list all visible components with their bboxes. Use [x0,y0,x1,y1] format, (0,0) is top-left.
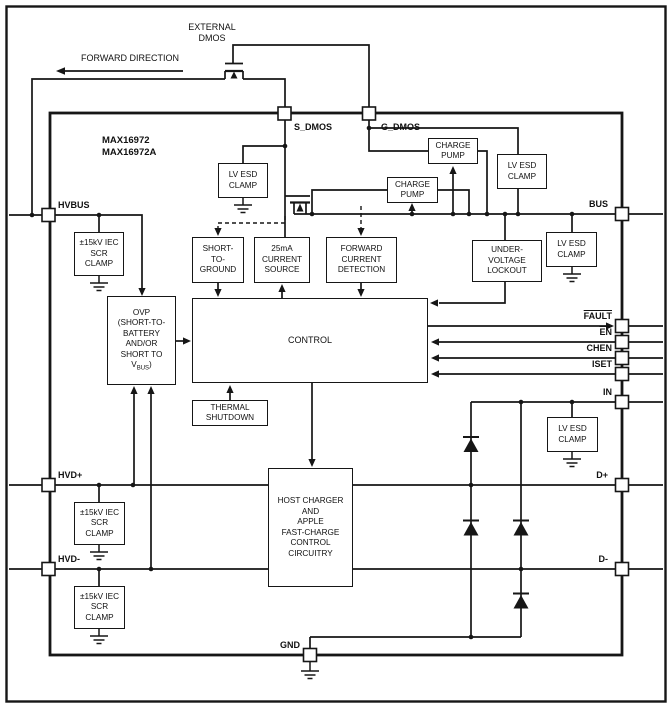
ovp-text: OVP (SHORT-TO- BATTERY AND/OR SHORT TO $V_{BUS}$) [117,307,166,372]
pin-label-gnd: GND [280,640,300,650]
arrow-iset-in [431,370,439,377]
arrow-dplus-to-ovp [130,386,137,394]
pin-label-chen: CHEN [586,343,612,353]
pin-label-hvd-plus: HVD+ [58,470,83,480]
arrow-control-to-host [308,459,315,467]
block-lv-esd-clamp-gdmos: LV ESD CLAMP [497,154,547,189]
block-short-to-ground: SHORT- TO- GROUND [192,237,244,283]
forward-direction-label: FORWARD DIRECTION [81,53,179,63]
pin-label-s-dmos: S_DMOS [294,122,333,132]
pin-square-hvd-plus [42,479,55,492]
pin-square-s-dmos [278,107,291,120]
esd-diodes [463,437,529,609]
pin-label-fault: FAULT [583,311,612,321]
pin-square-hvbus [42,209,55,222]
ground-symbol [563,452,581,467]
arrow-chen-in [431,354,439,361]
pin-label-hvbus: HVBUS [58,200,90,210]
block-scr-clamp-hvbus: ±15kV IEC SCR CLAMP [74,232,124,276]
pin-label-g-dmos: G_DMOS [381,122,421,132]
pin-label-iset: ISET [591,359,612,369]
ground-symbol [301,662,319,679]
wire-ext-drain [243,79,285,107]
arrow-ovp-to-control [183,337,191,344]
arrow-into-short-to-ground [214,228,221,236]
arrow-bus-to-cp-upper [449,166,456,174]
arrow-stg-to-control [214,289,221,297]
arrow-en-in [431,338,439,345]
block-lv-esd-clamp-in: LV ESD CLAMP [547,417,598,452]
pin-square-chen [616,352,629,365]
ground-symbol [90,629,108,644]
block-lv-esd-clamp-bus: LV ESD CLAMP [546,232,597,267]
block-current-source-25ma: 25mA CURRENT SOURCE [254,237,310,283]
pin-label-en: $\overline{EN}$ [599,327,612,337]
ground-symbol [90,276,108,291]
pin-square-en [616,336,629,349]
arrow-bus-to-cp-lower [408,203,415,211]
pin-square-fault [616,320,629,333]
block-control: CONTROL [192,298,428,383]
part-number-label: MAX16972 MAX16972A [102,135,157,158]
block-thermal-shutdown: THERMAL SHUTDOWN [192,400,268,426]
arrow-thermal-to-control [226,385,233,393]
external-dmos-label: EXTERNAL DMOS [188,22,236,43]
pin-square-iset [616,368,629,381]
block-forward-current-detection: FORWARD CURRENT DETECTION [326,237,397,283]
pin-square-d-plus [616,479,629,492]
block-lv-esd-clamp-sdmos: LV ESD CLAMP [218,163,268,198]
pin-label-d-plus: D+ [596,470,608,480]
diode [513,594,529,609]
external-dmos-transistor [225,64,243,80]
pin-label-hvd-minus: HVD- [58,554,80,564]
wire-dashed-short-to-ground [218,216,285,229]
pin-square-hvd-minus [42,563,55,576]
diode [463,521,479,536]
arrow-forward-direction [56,67,65,75]
pin-label-bus: BUS [588,199,608,209]
arrow-into-fcd [357,228,364,236]
wire-ext-gate [233,45,369,107]
block-charge-pump-lower: CHARGE PUMP [387,177,438,203]
arrow-into-ovp-top [138,288,145,296]
block-charge-pump-upper: CHARGE PUMP [428,138,478,164]
body-arrow [297,204,304,212]
block-undervoltage-lockout: UNDER- VOLTAGE LOCKOUT [472,240,542,282]
ovp-vbus-subscript: BUS [136,365,150,372]
arrow-dminus-to-ovp [147,386,154,394]
wire-cp-lower-left [312,190,387,214]
wire-cp-upper-right [478,151,487,214]
pin-square-in [616,396,629,409]
pin-square-g-dmos [363,107,376,120]
pin-square-gnd [304,649,317,662]
pin-label-in: IN [603,387,612,397]
ground-symbol [234,198,252,213]
pin-label-d-minus: D- [598,554,608,564]
arrow-uvlo-to-control [430,299,438,306]
pin-square-d-minus [616,563,629,576]
block-scr-clamp-hvd-minus: ±15kV IEC SCR CLAMP [74,586,125,629]
pin-square-bus [616,208,629,221]
block-scr-clamp-hvd-plus: ±15kV IEC SCR CLAMP [74,502,125,545]
internal-mosfet [285,196,310,214]
block-ovp [107,296,176,385]
arrow-fcd-to-control [357,289,364,297]
block-host-charger: HOST CHARGER AND APPLE FAST-CHARGE CONTROL CIRCUITRY [268,468,353,587]
body-arrow [231,72,238,79]
arrow-control-to-cs [278,284,285,292]
diode [513,521,529,536]
wire-sdmos-clamp [243,146,285,163]
wire-uvlo-to-control [439,282,505,303]
diode [463,437,479,452]
ground-symbol [563,267,581,282]
